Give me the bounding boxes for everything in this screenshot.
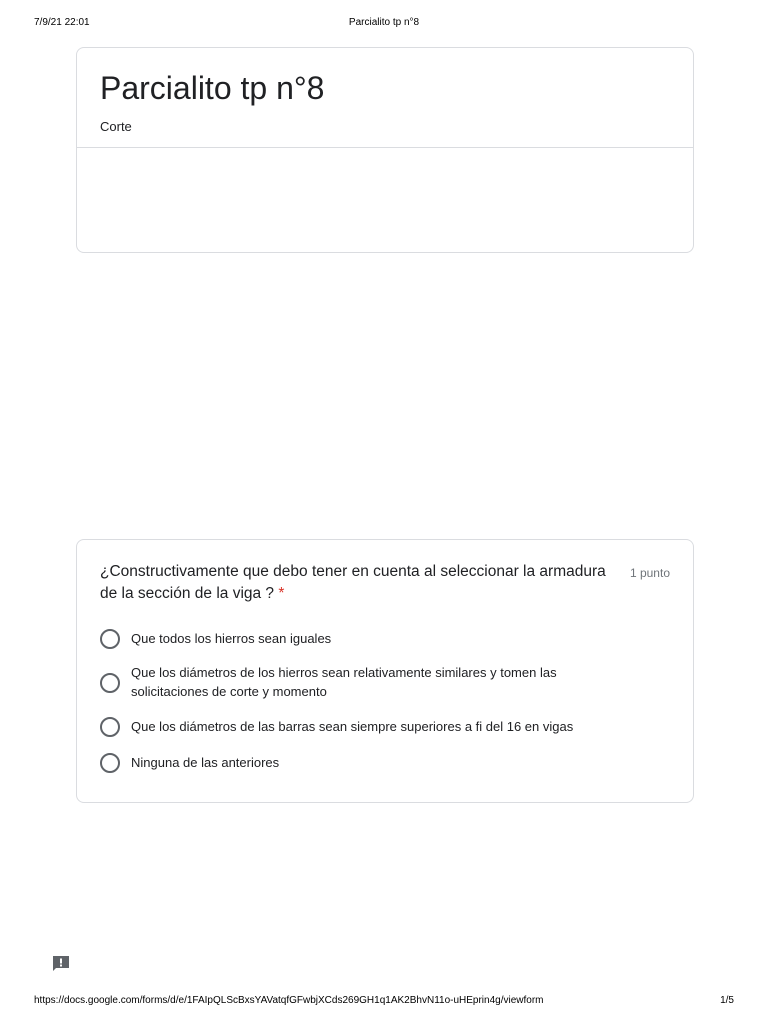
print-datetime: 7/9/21 22:01 [34, 17, 90, 28]
form-title: Parcialito tp n°8 [100, 70, 325, 106]
question-card [76, 539, 694, 803]
question-label: ¿Constructivamente que debo tener en cuenta al seleccionar la armadura de la sección de la viga ? [100, 563, 606, 602]
print-page-number: 1/5 [720, 995, 734, 1006]
report-feedback-icon[interactable] [51, 955, 71, 973]
print-page-title: Parcialito tp n°8 [348, 17, 420, 28]
title-card-divider [77, 147, 693, 148]
required-marker: * [278, 585, 285, 602]
option-label: Que los diámetros de las barras sean siempre superiores a fi del 16 en vigas [131, 719, 574, 734]
radio-button[interactable] [100, 753, 120, 773]
print-url: https://docs.google.com/forms/d/e/1FAIpQLScBxsYAVatqfGFwbjXCds269GH1q1AK2BhvN11o-uHEprin4g/viewform [34, 995, 544, 1006]
radio-button[interactable] [100, 629, 120, 649]
form-description: Corte [100, 119, 132, 134]
option-label: Ninguna de las anteriores [131, 755, 280, 770]
form-title-card [76, 47, 694, 253]
question-text [100, 561, 620, 605]
question-points: 1 punto [629, 566, 670, 580]
option-label: Que los diámetros de los hierros sean relativamente similares y tomen las solicitaciones de corte y momento [131, 665, 557, 699]
radio-button[interactable] [100, 673, 120, 693]
radio-button[interactable] [100, 717, 120, 737]
option-label: Que todos los hierros sean iguales [131, 631, 332, 646]
